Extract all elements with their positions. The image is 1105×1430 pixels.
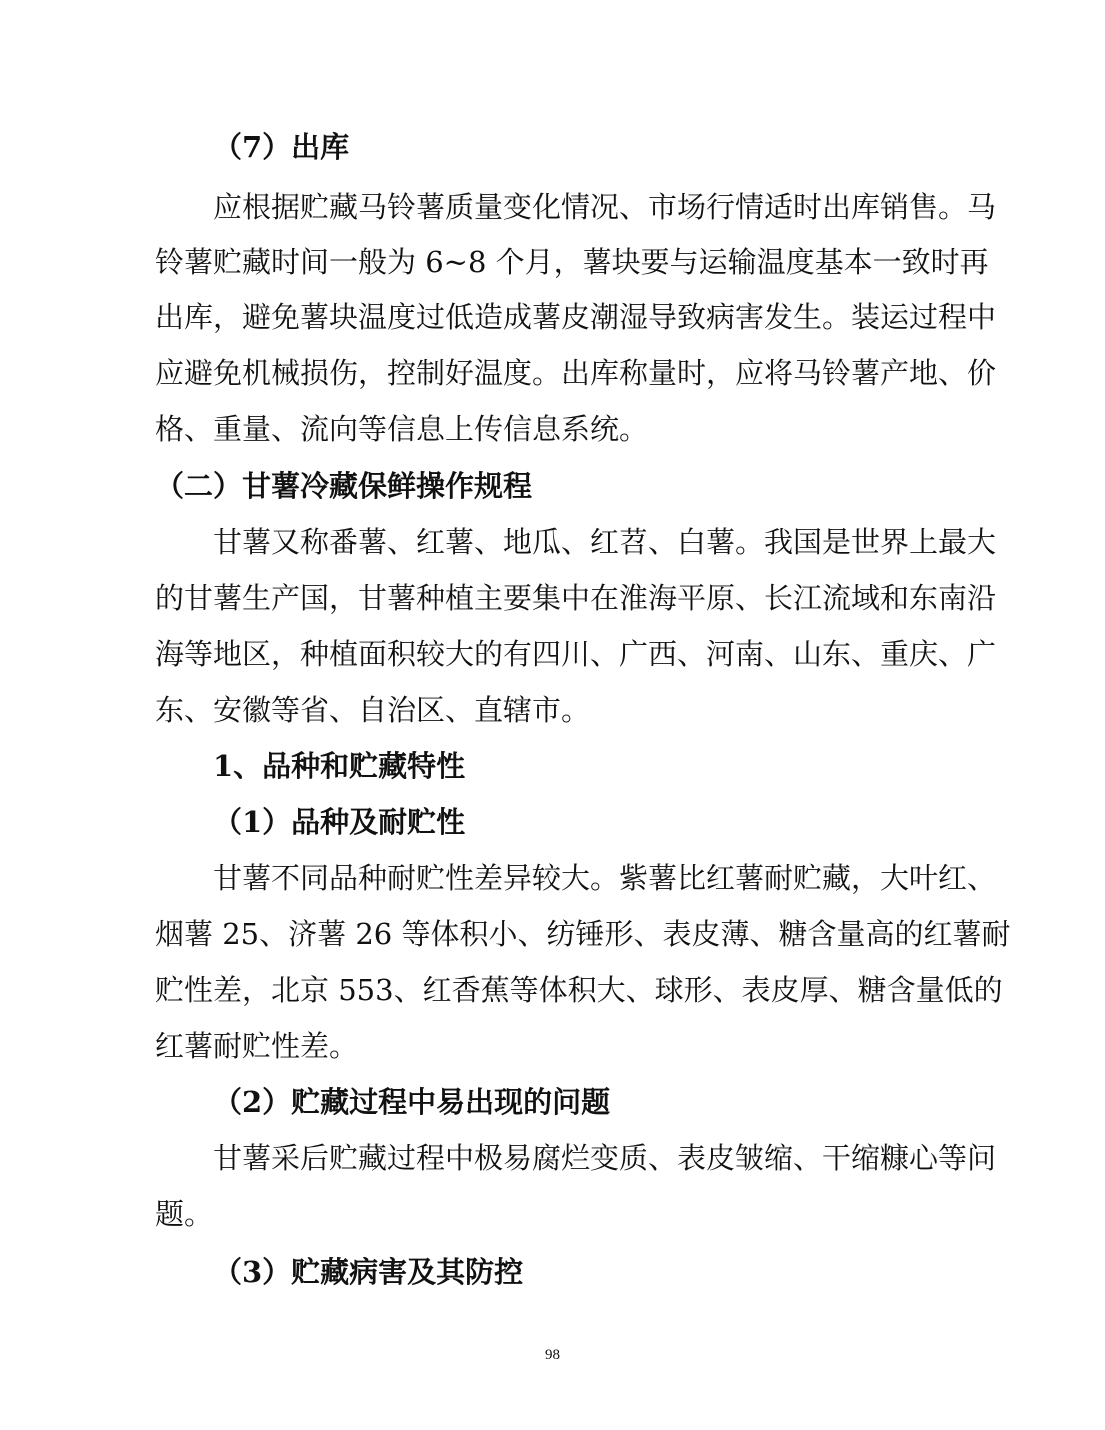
paragraph-line: 甘薯不同品种耐贮性差异较大。紫薯比红薯耐贮藏，大叶红、 [213, 861, 997, 895]
paragraph-line: 红薯耐贮性差。 [155, 1029, 359, 1063]
paragraph-line: 铃薯贮藏时间一般为 6~8 个月，薯块要与运输温度基本一致时再 [155, 245, 989, 279]
paragraph-line: 应避免机械损伤，控制好温度。出库称量时，应将马铃薯产地、价 [155, 356, 997, 390]
paragraph-line: 格、重量、流向等信息上传信息系统。 [155, 412, 649, 446]
paragraph-line: 的甘薯生产国，甘薯种植主要集中在淮海平原、长江流域和东南沿 [155, 581, 997, 615]
subsection-1-heading: 1、品种和贮藏特性 [213, 749, 466, 783]
paragraph-line: 贮性差，北京 553、红香蕉等体积大、球形、表皮厚、糖含量低的 [155, 973, 1003, 1007]
paragraph-line: 甘薯又称番薯、红薯、地瓜、红苕、白薯。我国是世界上最大 [213, 525, 997, 559]
paragraph-line: 题。 [155, 1197, 214, 1231]
paragraph-line: 应根据贮藏马铃薯质量变化情况、市场行情适时出库销售。马 [213, 190, 997, 224]
paragraph-line: 甘薯采后贮藏过程中极易腐烂变质、表皮皱缩、干缩糠心等问 [213, 1141, 997, 1175]
paragraph-line: 出库，避免薯块温度过低造成薯皮潮湿导致病害发生。装运过程中 [155, 300, 997, 334]
paragraph-line: 烟薯 25、济薯 26 等体积小、纺锤形、表皮薄、糖含量高的红薯耐 [155, 917, 1011, 951]
section-2-heading: （二）甘薯冷藏保鲜操作规程 [155, 469, 533, 503]
subsection-1-3-heading: （3）贮藏病害及其防控 [213, 1255, 524, 1289]
section-7-heading: （7）出库 [213, 130, 350, 164]
subsection-1-1-heading: （1）品种及耐贮性 [213, 805, 466, 839]
page-number: 98 [545, 1347, 560, 1363]
subsection-1-2-heading: （2）贮藏过程中易出现的问题 [213, 1085, 611, 1119]
paragraph-line: 海等地区，种植面积较大的有四川、广西、河南、山东、重庆、广 [155, 637, 997, 671]
paragraph-line: 东、安徽等省、自治区、直辖市。 [155, 693, 591, 727]
